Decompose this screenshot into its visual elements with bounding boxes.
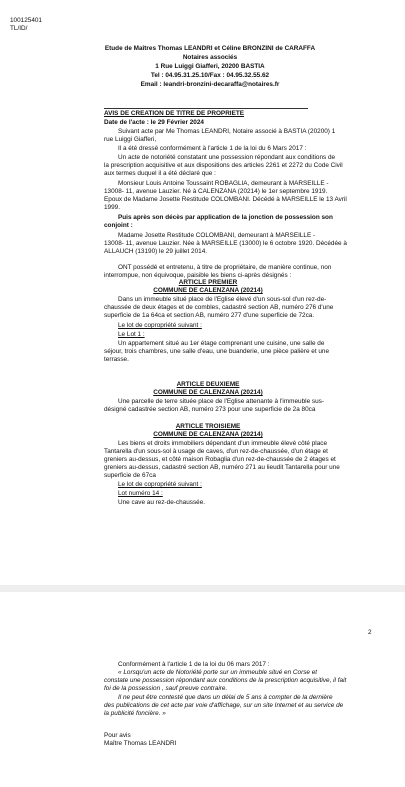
article-line: Un appartement situé au 1er étage comprenant une cuisine, une salle de	[118, 340, 325, 347]
article-commune: COMMUNE DE CALENZANA (20214)	[153, 287, 263, 294]
quote-line: Il ne peut être contesté que dans un délai de 5 ans à compter de la dernière	[118, 694, 333, 701]
article-line: Dans un immeuble situé place de l'Eglise élevé d'un sous-sol d'un rez-de-	[118, 296, 327, 303]
closing-signatory: Maître Thomas LEANDRI	[104, 740, 177, 747]
article-line: Le Lot 1 :	[118, 331, 145, 338]
notice-line: Epoux de Madame Josette Restitude COLOMBANI. Décédé à MARSEILLE le 13 Avril	[104, 196, 347, 203]
quote-line: « Lorsqu'un acte de Notoriété porte sur un immeuble situé en Corse et	[118, 669, 318, 676]
page-two	[0, 592, 405, 787]
article-line: greniers au-dessus, et côté maison Robaglia d'un rez-de-chaussée de 2 étages et	[104, 456, 336, 463]
notice-line: rue Luiggi Giafferi,	[104, 136, 157, 143]
firm-phone: Tel : 04.95.31.25.10/Fax : 04.95.32.55.62	[150, 72, 270, 79]
deed-date: Date de l'acte : le 29 Février 2024	[104, 119, 204, 126]
firm-name: Etude de Maîtres Thomas LEANDRI et Céline BRONZINI de CARAFFA	[104, 45, 316, 52]
notice-line: aux termes duquel il a été déclaré que :	[104, 170, 216, 177]
notice-line: Suivant acte par Me Thomas LEANDRI, Notaire associé à BASTIA (20200) 1	[118, 128, 336, 135]
article-line: séjour, trois chambres, une salle d'eau, une buanderie, une pièce palière et une	[104, 348, 330, 355]
header-divider	[104, 108, 308, 109]
notice-line: Monsieur Louis Antoine Toussaint ROBAGLIA, demeurant à MARSEILLE -	[118, 180, 329, 187]
notice-line: ONT possédé et entretenu, à titre de propriétaire, de manière continue, non	[118, 264, 332, 271]
article-line: Le lot de copropriété suivant :	[118, 481, 202, 488]
notice-line: 13008- 11, avenue Lauzier. Né à CALENZANA (20214) le 1er septembre 1919.	[104, 188, 328, 195]
article-line: Les biens et droits immobiliers dépendant d'un immeuble élevé côté place	[118, 440, 328, 447]
notice-line: Puis après son décès par application de la jonction de possession son	[118, 214, 333, 221]
article-line: superficie de 1a 64ca et section AB, numéro 277 d'une superficie de 72ca.	[104, 312, 315, 319]
article-title: ARTICLE PREMIER	[178, 279, 238, 286]
notice-line: Un acte de notoriété constatant une possession répondant aux conditions de	[118, 154, 336, 161]
notice-line: la prescription acquisitive et aux dispositions des articles 2261 et 2272 du Code Civil	[104, 162, 343, 169]
article-line: greniers au-dessus, cadastré section AB, numéro 271 au lieudit Tantarella pour une	[104, 464, 340, 471]
article-title: ARTICLE DEUXIEME	[176, 381, 240, 388]
notice-line: 13008- 11, avenue Lauzier. Née à MARSEILLE (13000) le 6 octobre 1920. Décédée à	[104, 240, 347, 247]
article-commune: COMMUNE DE CALENZANA (20214)	[153, 389, 263, 396]
notice-line: ALLAUCH (13190) le 29 juillet 2014.	[104, 248, 208, 255]
article-title: ARTICLE TROISIEME	[175, 423, 241, 430]
notice-title: AVIS DE CREATION DE TITRE DE PROPRIETE	[104, 110, 245, 117]
notice-line: 1999.	[104, 204, 120, 211]
firm-email: Email : leandri-bronzini-decaraffa@notaires.fr	[140, 81, 280, 88]
notice-line: interrompue, non équivoque, paisible les biens ci-après désignés :	[104, 272, 292, 279]
notice-line: conjoint :	[104, 222, 133, 229]
notice-line: Il a été dressé conformément à l'article 1 de la loi du 6 Mars 2017 :	[118, 145, 307, 152]
firm-subtitle: Notaires associés	[182, 54, 238, 61]
quote-line: constate une possession répondant aux conditions de la prescription acquisitive, il fait	[104, 677, 347, 684]
article-line: terrasse.	[104, 356, 129, 363]
reference-initials: TL/ID/	[10, 25, 28, 32]
firm-address: 1 Rue Luiggi Giafferi, 20200 BASTIA	[155, 63, 265, 70]
quote-line: foi de la possession , sauf preuve contraire.	[104, 685, 228, 692]
page-number: 2	[368, 629, 372, 636]
article-line: désigné cadastrée section AB, numéro 273 pour une superficie de 2a 80ca	[104, 406, 316, 413]
article-line: Une parcelle de terre située place de l'Eglise attenante à l'immeuble sus-	[118, 398, 324, 405]
article-line: Tantarella d'un sous-sol à usage de caves, d'un rez-de-chaussée, d'un étage et	[104, 448, 328, 455]
article-line: Une cave au rez-de-chaussée.	[118, 499, 206, 506]
article-line: superficie de 67ca	[104, 472, 156, 479]
notice-line: Madame Josette Restitude COLOMBANI, demeurant à MARSEILLE -	[118, 232, 316, 239]
article-line: chaussée de deux étages et de combles, cadastré section AB, numéro 276 d'une	[104, 304, 334, 311]
law-intro: Conformément à l'article 1 de la loi du 06 mars 2017 :	[118, 661, 270, 668]
article-line: Le lot de copropriété suivant :	[118, 322, 202, 329]
article-line: Lot numéro 14 :	[118, 490, 163, 497]
closing-for-notice: Pour avis	[104, 732, 131, 739]
quote-line: la publicité foncière. »	[104, 710, 166, 717]
quote-line: des publications de cet acte par voie d'affichage, sur un site Internet et au service de	[104, 702, 344, 709]
reference-number: 100125401	[10, 17, 42, 24]
article-commune: COMMUNE DE CALENZANA (20214)	[153, 431, 263, 438]
page-separator	[0, 585, 405, 592]
